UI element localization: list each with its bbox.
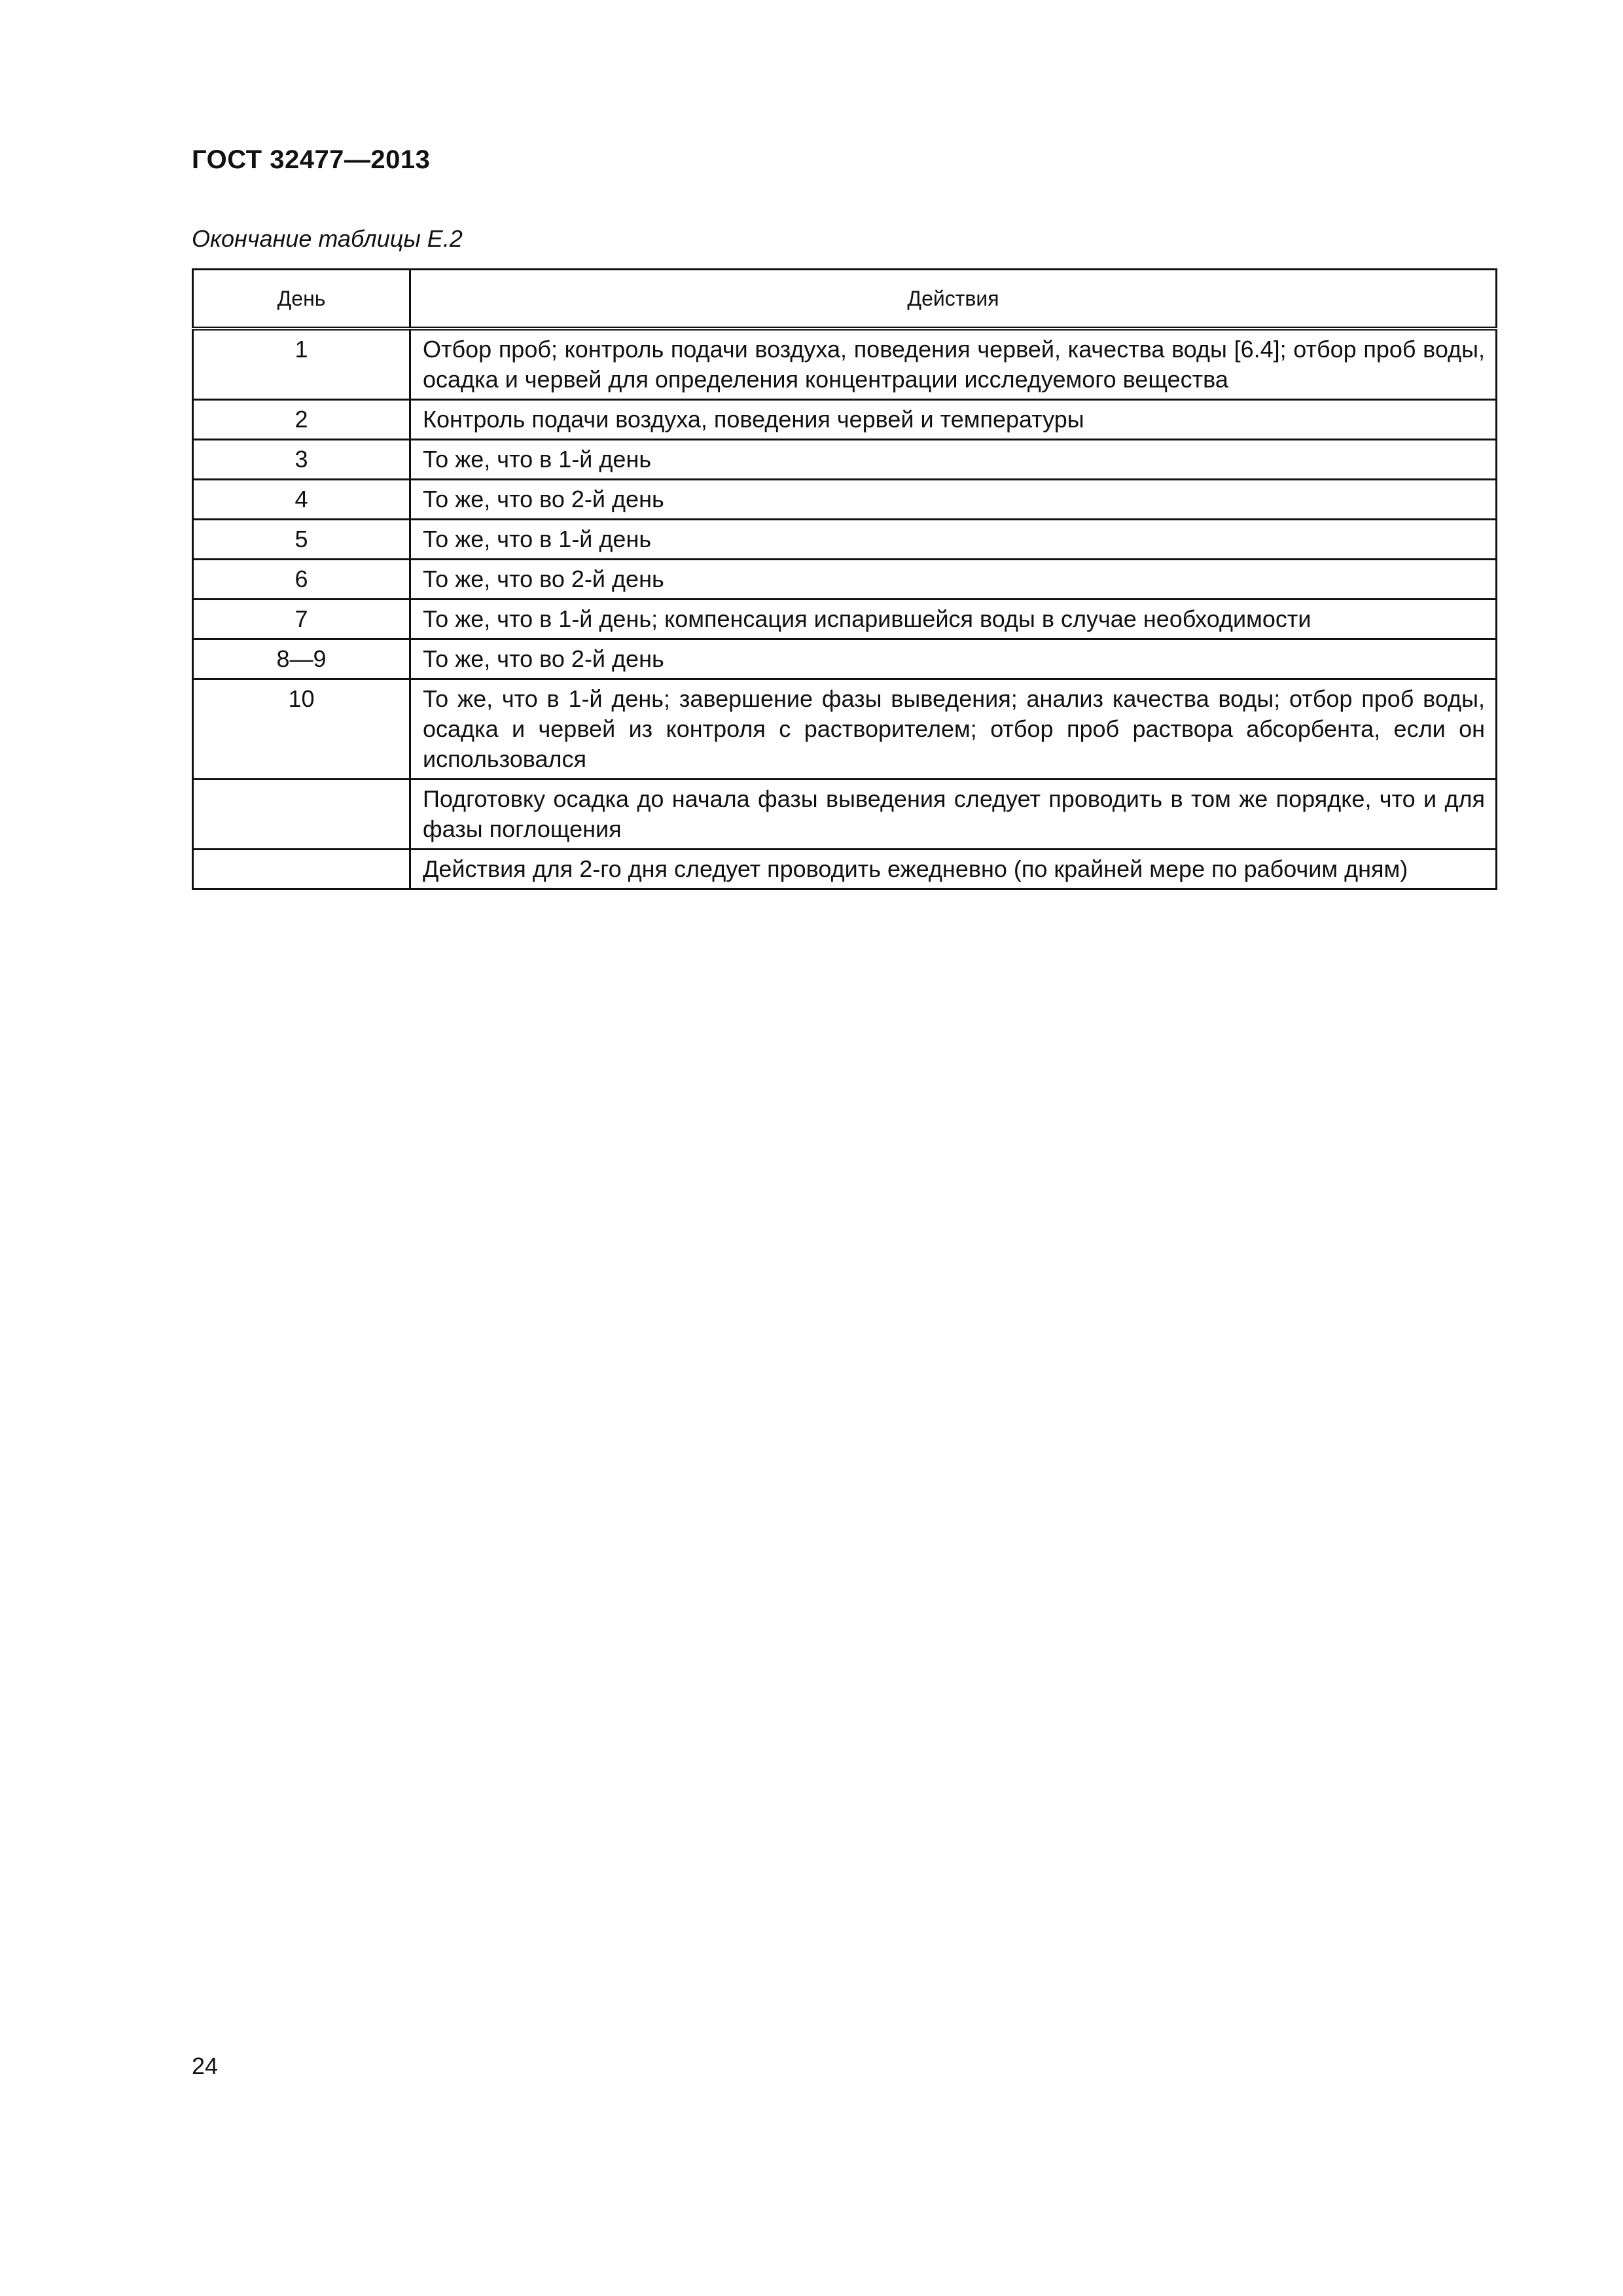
- action-cell: Отбор проб; контроль подачи воздуха, поведения червей, качества воды [6.4]; отбор проб воды, осадка и червей для определения концентрации исследуемого вещества: [410, 329, 1497, 400]
- table-row: [193, 400, 1497, 440]
- action-cell: Действия для 2-го дня следует проводить ежедневно (по крайней мере по рабочим дням): [410, 850, 1497, 889]
- day-cell: 3: [193, 440, 410, 480]
- day-cell: [193, 780, 410, 850]
- table-row: [193, 639, 1497, 679]
- action-cell: То же, что во 2-й день: [410, 639, 1497, 679]
- action-cell: То же, что в 1-й день; завершение фазы выведения; анализ качества воды; отбор проб воды, осадка и червей из контроля с растворителем; отбор проб раствора абсорбента, если он использовался: [410, 679, 1497, 780]
- table-row: [193, 679, 1497, 780]
- column-header-actions: Действия: [410, 270, 1497, 329]
- table-row: [193, 600, 1497, 639]
- day-cell: 5: [193, 520, 410, 560]
- table-header-row: [193, 270, 1497, 329]
- action-cell: То же, что во 2-й день: [410, 480, 1497, 520]
- page-number: 24: [192, 2053, 219, 2079]
- table-row: [193, 329, 1497, 400]
- action-cell: Подготовку осадка до начала фазы выведения следует проводить в том же порядке, что и для фазы поглощения: [410, 780, 1497, 850]
- actions-table: [192, 268, 1497, 890]
- day-cell: 6: [193, 560, 410, 600]
- column-header-day: День: [193, 270, 410, 329]
- day-cell: 1: [193, 329, 410, 400]
- table-row: [193, 850, 1497, 889]
- table-container: [192, 268, 1495, 890]
- day-cell: 2: [193, 400, 410, 440]
- table-row: [193, 520, 1497, 560]
- document-code: ГОСТ 32477—2013: [192, 145, 431, 174]
- day-cell: 10: [193, 679, 410, 780]
- table-row: [193, 780, 1497, 850]
- table-row: [193, 480, 1497, 520]
- day-cell: [193, 850, 410, 889]
- action-cell: То же, что в 1-й день: [410, 440, 1497, 480]
- action-cell: То же, что в 1-й день: [410, 520, 1497, 560]
- table-caption: Окончание таблицы Е.2: [192, 225, 463, 252]
- action-cell: То же, что во 2-й день: [410, 560, 1497, 600]
- table-row: [193, 440, 1497, 480]
- table-row: [193, 560, 1497, 600]
- day-cell: 7: [193, 600, 410, 639]
- day-cell: 4: [193, 480, 410, 520]
- action-cell: То же, что в 1-й день; компенсация испарившейся воды в случае необходимости: [410, 600, 1497, 639]
- action-cell: Контроль подачи воздуха, поведения червей и температуры: [410, 400, 1497, 440]
- day-cell: 8—9: [193, 639, 410, 679]
